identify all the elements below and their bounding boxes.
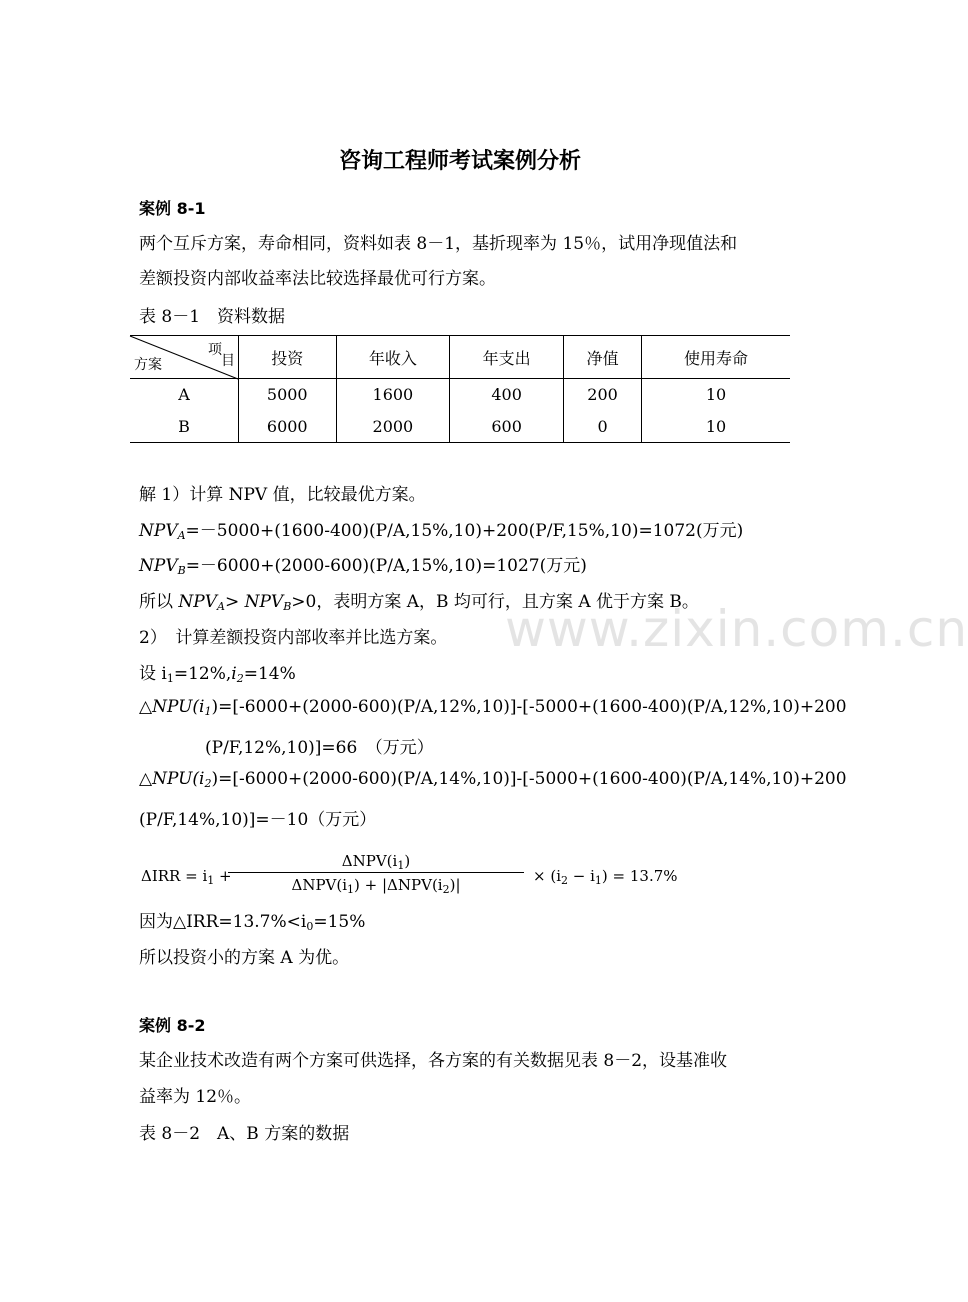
npv-a-symbol: NPV: [139, 521, 178, 541]
table-cell: 10: [642, 411, 790, 443]
table-cell: 400: [450, 379, 564, 411]
irr-numerator: $\Delta NPV(i_1)$: [341, 852, 411, 872]
column-header-annual-expense: 年支出: [450, 336, 564, 379]
table-cell: 600: [450, 411, 564, 443]
npv-comparison: [139, 587, 699, 612]
table1-caption: 表 8－1 资料数据: [139, 307, 286, 327]
npv-a-equation: [139, 516, 743, 541]
irr-comparison: [139, 907, 365, 932]
delta-npv-i2-continuation: (P/F,14%,10)]=－10（万元）: [139, 810, 377, 830]
comparison-sub-a: A: [217, 600, 225, 613]
diagonal-header-cell: [130, 336, 239, 379]
comparison-gt: >: [224, 592, 245, 612]
table-cell: 10: [642, 379, 790, 411]
delta-npv-i2-equation: [139, 769, 847, 789]
table-cell: A: [178, 385, 190, 405]
table-cell: 200: [564, 379, 642, 411]
case1-heading: 案例 8-1: [139, 199, 206, 218]
rate-prefix: 设 i: [139, 664, 167, 684]
npv-b-subscript: B: [177, 564, 186, 577]
page-title: 咨询工程师考试案例分析: [338, 149, 581, 174]
npv-b-equation: [139, 551, 587, 576]
delta-npv-i1-sub: 1: [204, 705, 212, 718]
table-cell: 5000: [239, 379, 337, 411]
irr-comparison-tail: =15%: [313, 912, 366, 932]
corner-label-item-a: 项: [208, 342, 222, 358]
table-cell: 0: [564, 411, 642, 443]
corner-label-item-b: 目: [221, 353, 235, 369]
comparison-npv-b: NPV: [244, 592, 284, 612]
table-cell: 6000: [239, 411, 337, 443]
npv-b-symbol: NPV: [139, 556, 178, 576]
npv-a-subscript: A: [177, 529, 186, 542]
case2-paragraph-line2: 益率为 12％。: [139, 1087, 252, 1107]
comparison-npv-a: NPV: [178, 592, 217, 612]
delta-npv-i1-lhs: △NPU(i: [139, 697, 205, 717]
data-table-8-1: [130, 335, 790, 443]
column-header-investment: 投资: [239, 336, 337, 379]
irr-formula-fraction: [226, 850, 526, 897]
table-cell: 1600: [336, 379, 450, 411]
irr-formula-rhs: × $(i_2 - i_1) = 13.7\%$: [533, 867, 678, 887]
watermark: www.zixin.com.cn: [505, 600, 968, 658]
irr-comparison-sub: 0: [306, 920, 314, 933]
comparison-sub-b: B: [283, 600, 292, 613]
delta-npv-i1-equation: [139, 697, 847, 717]
case2-paragraph-line1: 某企业技术改造有两个方案可供选择，各方案的有关数据见表 8－2，设基准收: [139, 1051, 728, 1071]
rate-sub-2: 2: [236, 672, 244, 685]
rate-i2-symbol: i: [231, 664, 237, 684]
table-row: [130, 411, 790, 443]
irr-formula-lhs: $\Delta IRR = i_1$ +: [141, 867, 232, 887]
rate-sub-1: 1: [166, 672, 174, 685]
irr-denominator: $\Delta NPV(i_1) + |\Delta NPV(i_2)|$: [291, 876, 461, 896]
column-header-net-value: 净值: [564, 336, 642, 379]
comparison-prefix: 所以: [139, 592, 179, 612]
column-header-annual-income: 年收入: [336, 336, 450, 379]
delta-npv-i1-continuation: (P/F,12%,10)]=66 （万元）: [205, 738, 434, 758]
rate-mid: =12%,: [173, 664, 232, 684]
table-cell: B: [178, 416, 190, 436]
case1-paragraph-line1: 两个互斥方案，寿命相同，资料如表 8－1，基折现率为 15％，试用净现值法和: [139, 234, 738, 254]
comparison-suffix: >0，表明方案 A，B 均可行，且方案 A 优于方案 B。: [291, 592, 699, 612]
delta-npv-i1-rhs: )=[-6000+(2000-600)(P/A,12%,10)]-[-5000+(1600-400)(P/A,12%,10)+200: [211, 697, 847, 717]
table-header-row: [130, 336, 790, 379]
table-cell: 2000: [336, 411, 450, 443]
case1-conclusion: 所以投资小的方案 A 为优。: [139, 948, 350, 968]
npv-a-expression: =－5000+(1600-400)(P/A,15%,10)+200(P/F,15%,10)=1072(万元): [185, 521, 744, 541]
table2-caption: 表 8－2 A、B 方案的数据: [139, 1124, 350, 1144]
column-header-service-life: 使用寿命: [642, 336, 790, 379]
delta-npv-i2-lhs: △NPU(i: [139, 769, 205, 789]
delta-npv-i2-sub: 2: [204, 777, 212, 790]
rate-assumption: [139, 659, 296, 684]
case2-heading: 案例 8-2: [139, 1016, 206, 1035]
npv-b-expression: =－6000+(2000-600)(P/A,15%,10)=1027(万元): [185, 556, 587, 576]
case1-paragraph-line2: 差额投资内部收益率法比较选择最优可行方案。: [139, 269, 496, 289]
corner-label-scheme: 方案: [134, 357, 162, 373]
delta-npv-i2-rhs: )=[-6000+(2000-600)(P/A,14%,10)]-[-5000+(1600-400)(P/A,14%,10)+200: [211, 769, 847, 789]
irr-comparison-text: 因为△IRR=13.7%<i: [139, 912, 307, 932]
solution-step2: 2） 计算差额投资内部收率并比选方案。: [139, 628, 448, 648]
solution-step1: 解 1）计算 NPV 值，比较最优方案。: [139, 485, 426, 505]
table-row: [130, 379, 790, 411]
rate-suffix: =14%: [243, 664, 296, 684]
